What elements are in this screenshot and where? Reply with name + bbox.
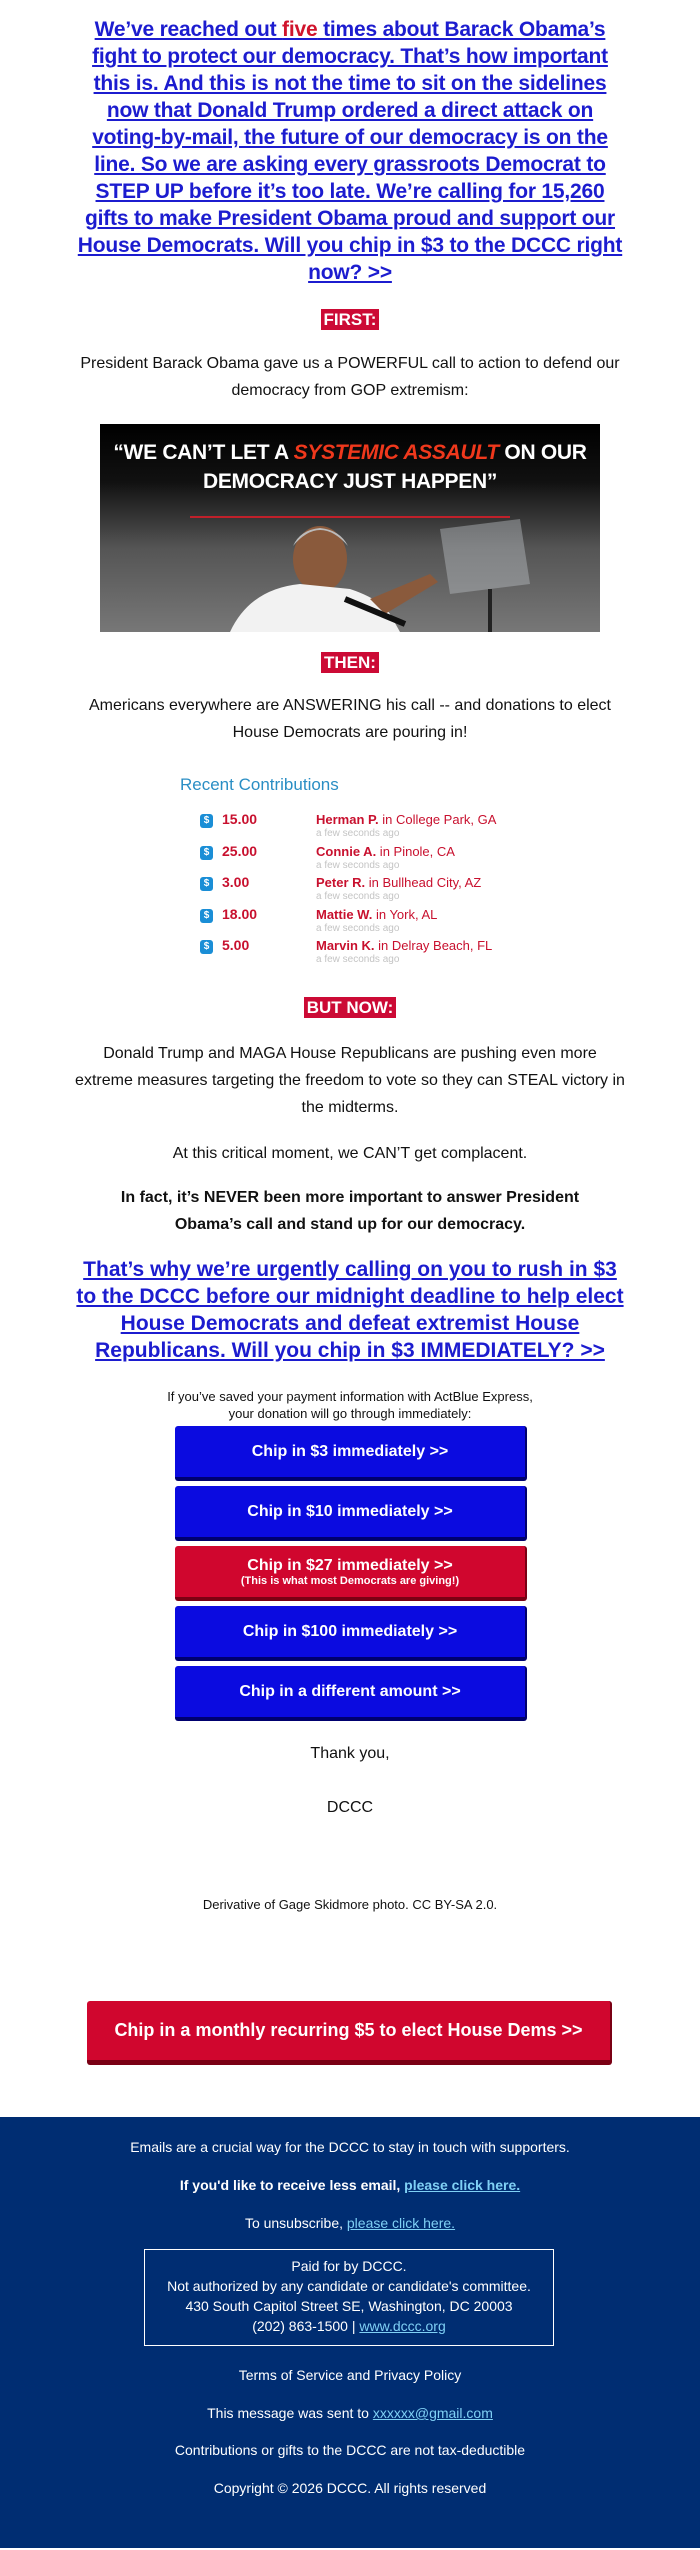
less-email-line [0, 2177, 700, 2193]
dollar-icon: $ [200, 846, 213, 860]
contribution-time: a few seconds ago [316, 891, 400, 902]
contribution-row [200, 843, 560, 873]
contributions-title: Recent Contributions [180, 775, 339, 794]
contributor-name: Mattie W. [316, 907, 373, 922]
contributor [316, 907, 437, 922]
then-badge: THEN: [321, 652, 379, 673]
sent-to-line [0, 2405, 700, 2421]
chip-in-cta-link[interactable]: That’s why we’re urgently calling on you to rush in $3 to the DCCC before our midnight deadline to help elect House Democrats and defeat extremist House Republicans. Will you chip in $3 IMMEDIATELY? >> [76, 1258, 624, 1362]
headline-highlight: five [282, 18, 318, 41]
contributor-name: Peter R. [316, 875, 366, 890]
butnow-badge: BUT NOW: [304, 997, 397, 1018]
contribution-amount: 3.00 [222, 874, 250, 890]
first-text: President Barack Obama gave us a POWERFUL call to action to defend our democracy from GOP extremism: [80, 355, 620, 399]
quote-highlight: SYSTEMIC ASSAULT [293, 441, 499, 464]
dollar-icon: $ [200, 877, 213, 891]
obama-quote-image [100, 424, 600, 632]
dollar-icon: $ [200, 940, 213, 954]
footer [0, 2117, 700, 2548]
address-line: 430 South Capitol Street SE, Washington, DC 20003 [185, 2298, 513, 2314]
contribution-row [200, 937, 560, 967]
actblue-note-line: your donation will go through immediately: [228, 1406, 472, 1421]
signoff: Thank you, [310, 1745, 390, 1762]
headline-link[interactable] [75, 16, 625, 286]
contributor-location: in Delray Beach, FL [374, 938, 493, 953]
less-email-text: If you'd like to receive less email, [179, 2177, 405, 2193]
footer-info: Emails are a crucial way for the DCCC to stay in touch with supporters. [130, 2139, 570, 2155]
monthly-recurring-button[interactable] [87, 2001, 612, 2065]
chip-100-button[interactable] [175, 1606, 527, 1661]
chip-27-button[interactable] [175, 1546, 527, 1601]
dollar-icon: $ [200, 814, 213, 828]
contributor-name: Connie A. [316, 844, 377, 859]
chip-3-button[interactable] [175, 1426, 527, 1481]
tax-notice: Contributions or gifts to the DCCC are not tax-deductible [174, 2442, 526, 2458]
contribution-row [200, 906, 560, 936]
button-label: Chip in $27 immediately >> [247, 1556, 453, 1574]
sent-to-text: This message was sent to [207, 2405, 373, 2421]
first-section-label [0, 309, 700, 330]
signature: DCCC [326, 1799, 374, 1816]
contributor-location: in Bullhead City, AZ [365, 875, 482, 890]
headline-text: times about Barack Obama’s fight to protect our democracy. That’s how important this is. And this is not the time to sit on the sidelines now that Donald Trump ordered a direct attack on voting-by-mail, the future of our democracy is on the line. So we are asking every grassroots Democrat to STEP UP before it’s too late. We’re calling for 15,260 gifts to make President Obama proud and support our House Democrats. Will you chip in $3 to the DCCC right now? >> [77, 18, 623, 284]
paid-for-line: Paid for by DCCC. [291, 2258, 407, 2274]
contribution-amount: 25.00 [222, 843, 258, 859]
contribution-row [200, 874, 560, 904]
contributor-location: in York, AL [372, 907, 438, 922]
website-link[interactable]: www.dccc.org [359, 2318, 446, 2334]
headline-text: We’ve reached out [94, 18, 283, 41]
contribution-time: a few seconds ago [316, 860, 400, 871]
then-text: Americans everywhere are ANSWERING his call -- and donations to elect House Democrats are pouring in! [89, 697, 611, 741]
contact-line [145, 2316, 553, 2336]
button-label: Chip in $100 immediately >> [242, 1622, 458, 1640]
chip-other-amount-button[interactable] [175, 1666, 527, 1721]
button-label: Chip in $3 immediately >> [251, 1442, 449, 1460]
less-email-link[interactable]: please click here. [404, 2177, 521, 2193]
speaker-photo [100, 424, 600, 632]
terms-privacy-link[interactable]: Terms of Service and Privacy Policy [238, 2367, 462, 2383]
button-sublabel: (This is what most Democrats are giving!) [240, 1574, 460, 1587]
infact-text: In fact, it’s NEVER been more important to answer President Obama’s call and stand up for our democracy. [120, 1189, 580, 1233]
paid-for-box [144, 2249, 554, 2346]
first-badge: FIRST: [321, 309, 380, 330]
contribution-row [200, 811, 560, 841]
contributor-location: in Pinole, CA [376, 844, 455, 859]
contributor-location: in College Park, GA [378, 812, 497, 827]
contribution-amount: 18.00 [222, 906, 258, 922]
unsubscribe-text: To unsubscribe, [244, 2215, 347, 2231]
quote-text: ON OUR DEMOCRACY JUST HAPPEN” [202, 441, 587, 493]
dollar-icon: $ [200, 909, 213, 923]
contributor [316, 812, 496, 827]
quote-text: “WE CAN’T LET A [113, 441, 294, 464]
contribution-amount: 5.00 [222, 937, 250, 953]
butnow-section-label [0, 997, 700, 1018]
button-label: Chip in $10 immediately >> [247, 1502, 453, 1520]
contributor [316, 938, 492, 953]
then-section-label [0, 652, 700, 673]
button-label: Chip in a different amount >> [239, 1682, 461, 1700]
contributor-name: Herman P. [316, 812, 379, 827]
copyright: Copyright © 2026 DCCC. All rights reserved [213, 2480, 487, 2496]
contributor [316, 875, 481, 890]
unsubscribe-link[interactable]: please click here. [346, 2215, 456, 2231]
paid-for-line: Not authorized by any candidate or candidate's committee. [167, 2278, 531, 2294]
unsubscribe-line [0, 2215, 700, 2231]
phone: (202) 863-1500 | [252, 2318, 360, 2334]
recipient-email-link[interactable]: xxxxxx@gmail.com [372, 2405, 493, 2421]
butnow-text: Donald Trump and MAGA House Republicans are pushing even more extreme measures targeting the freedom to vote so they can STEAL victory in the midterms. [75, 1045, 625, 1116]
critical-text: At this critical moment, we CAN’T get complacent. [172, 1145, 528, 1162]
contributor [316, 844, 455, 859]
actblue-note-line: If you’ve saved your payment information with ActBlue Express, [167, 1389, 533, 1404]
contributor-name: Marvin K. [316, 938, 375, 953]
button-label: Chip in a monthly recurring $5 to elect House Dems >> [114, 2020, 583, 2040]
contribution-time: a few seconds ago [316, 923, 400, 934]
contribution-amount: 15.00 [222, 811, 258, 827]
photo-credit: Derivative of Gage Skidmore photo. CC BY-SA 2.0. [202, 1897, 498, 1912]
contribution-time: a few seconds ago [316, 828, 400, 839]
chip-10-button[interactable] [175, 1486, 527, 1541]
actblue-note [0, 1388, 700, 1422]
contribution-time: a few seconds ago [316, 954, 400, 965]
